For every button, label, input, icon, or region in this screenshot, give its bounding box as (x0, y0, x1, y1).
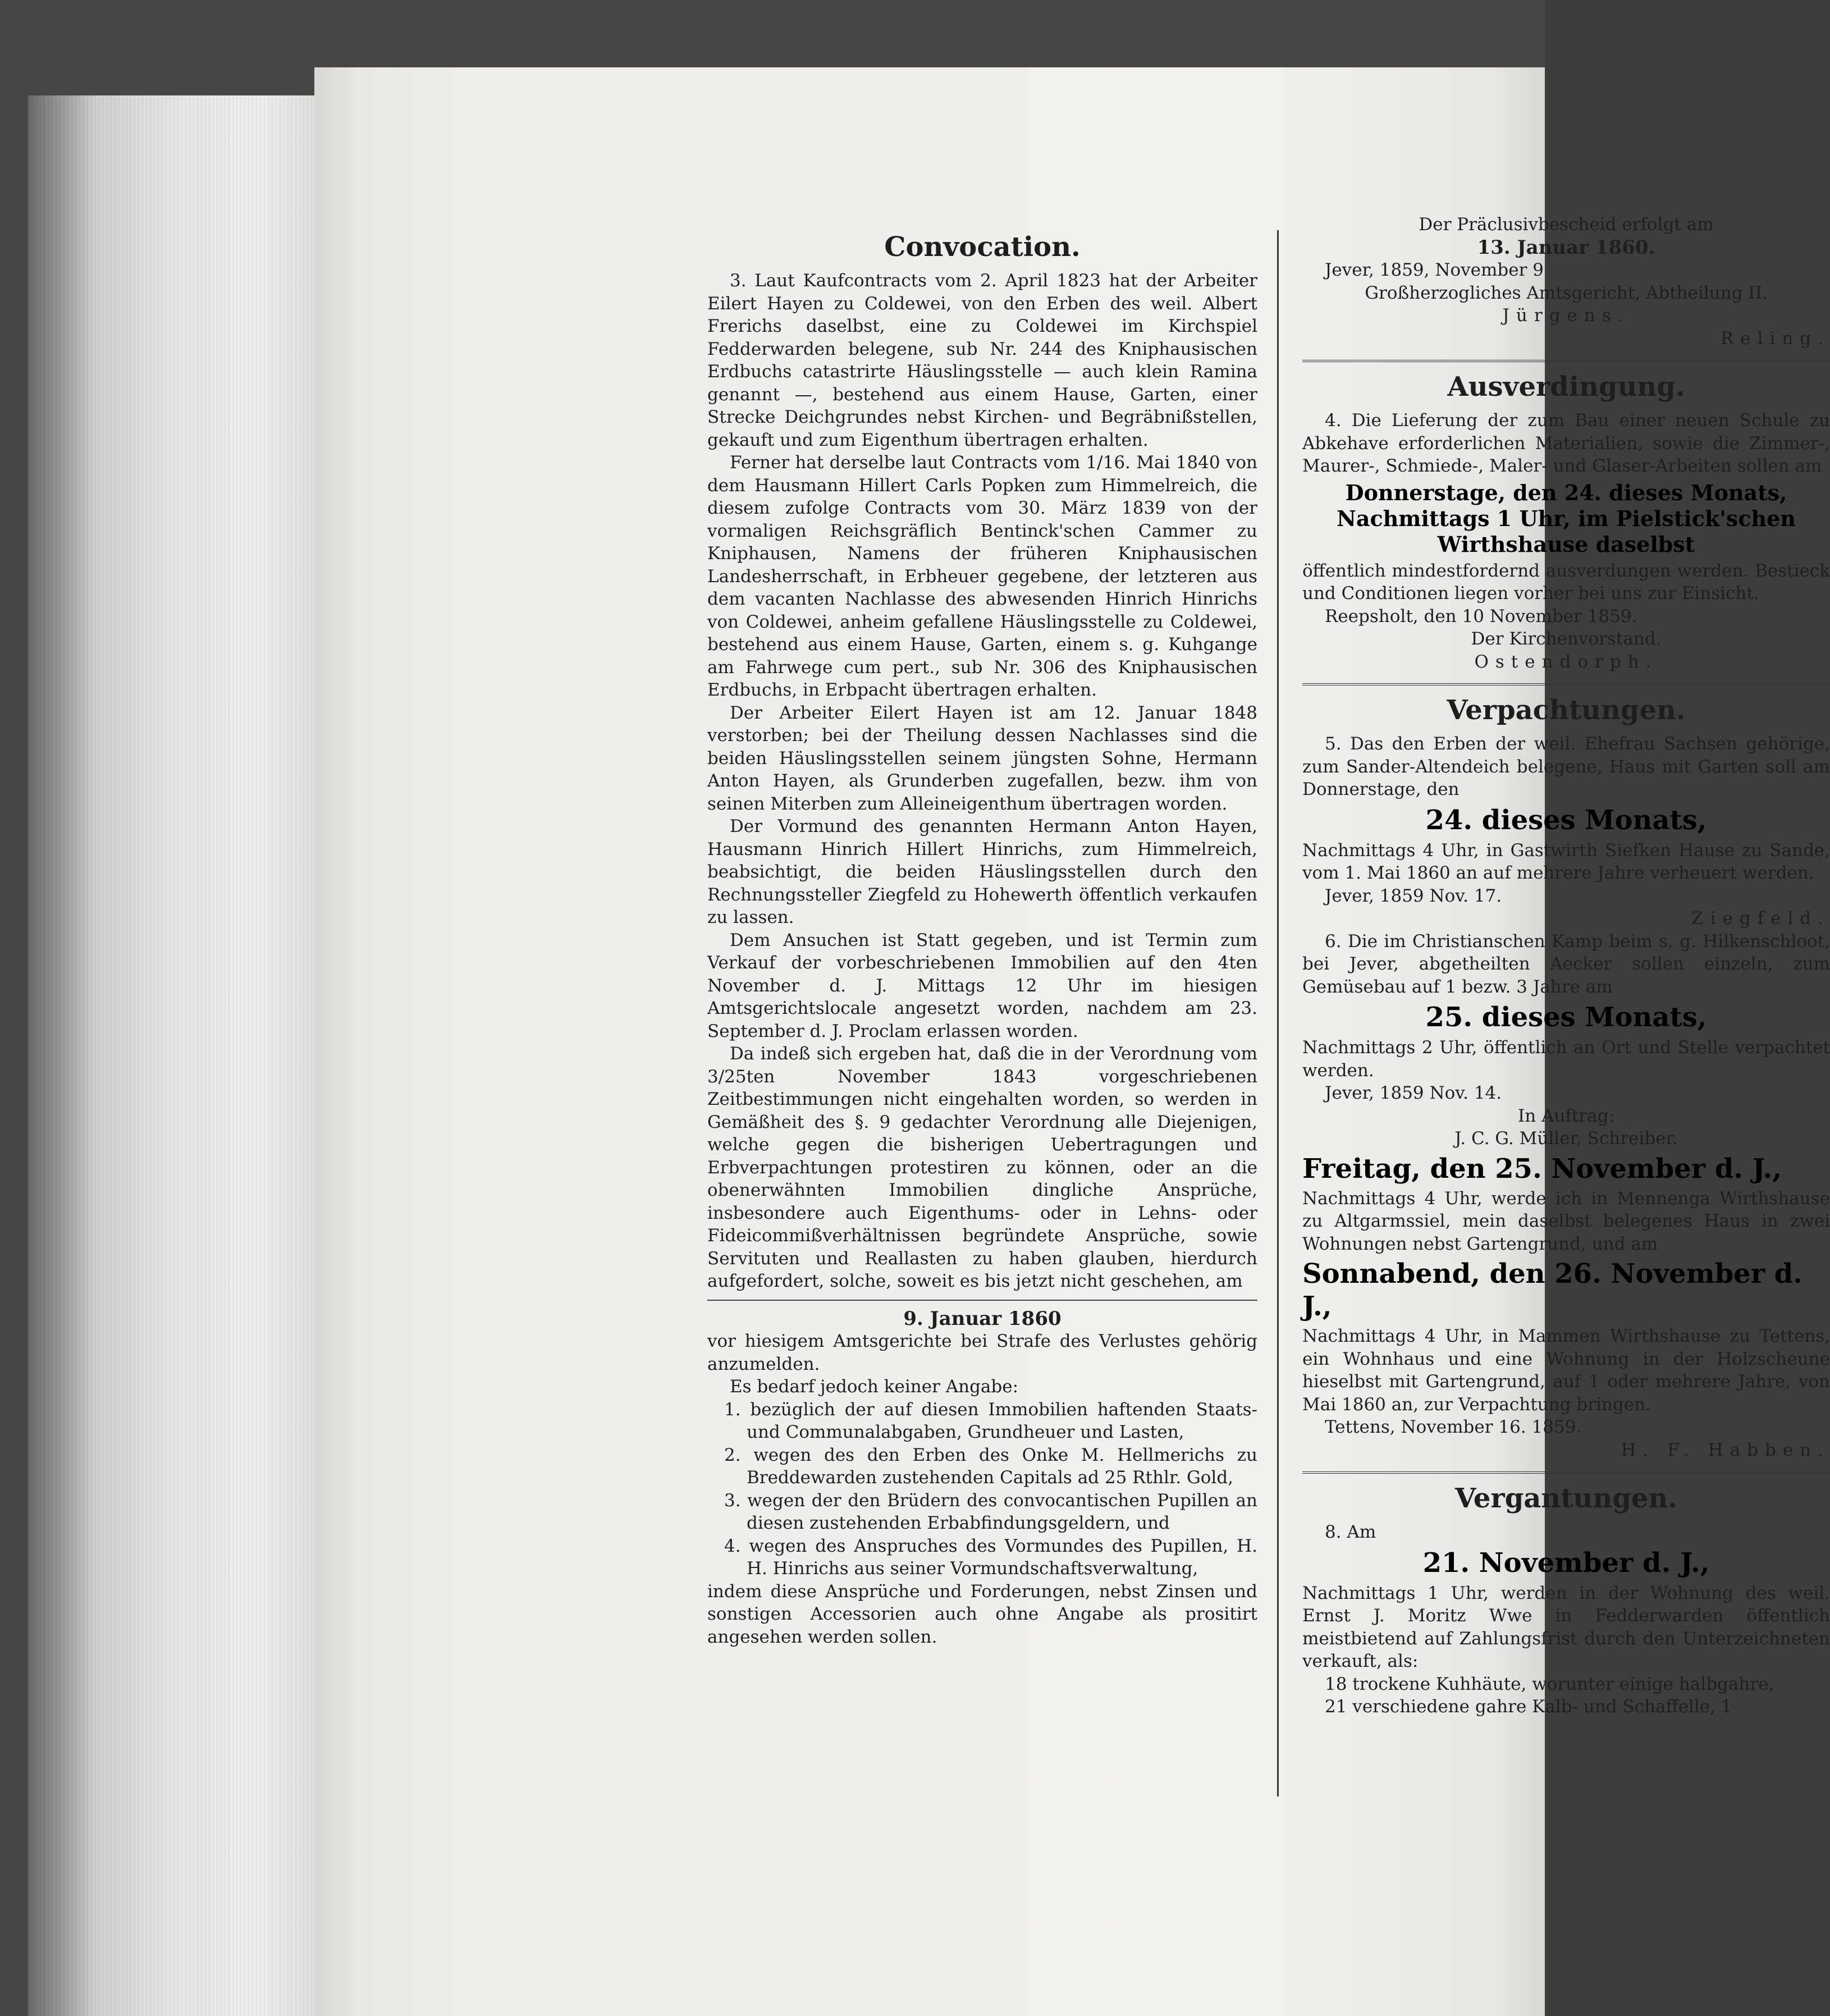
signature: Ziegfeld. (1691, 908, 1830, 929)
announcement-date: 25. dieses Monats, (1425, 1002, 1707, 1033)
paragraph: Nachmittags 4 Uhr, in Mammen Wirthshause zu Tettens, ein Wohnhaus und eine Wohnung in der Holzscheune hieselbst mit Gartengrund, auf 1 oder mehrere Jahre, von Mai 1860 an, zur Verpachtung bringen. (1302, 1326, 1830, 1415)
signature: Der Kirchenvorstand. (1471, 629, 1662, 649)
paragraph: 5. Das den Erben der weil. Ehefrau Sachsen gehörige, zum Sander-Altendeich belegene, Haus mit Garten soll am Donnerstage, den (1302, 734, 1830, 799)
paragraph: Nachmittags 4 Uhr, werde ich in Mennenga Wirthshause zu Altgarmssiel, mein daselbst belegenes Haus in zwei Wohnungen nebst Gartengrund, und am (1302, 1188, 1830, 1254)
preclusion-line: Der Präclusivbescheid erfolgt am (1419, 214, 1714, 235)
place-date: Tettens, November 16. 1859. (1325, 1417, 1582, 1437)
paragraph: Ferner hat derselbe laut Contracts vom 1/16. Mai 1840 von dem Hausmann Hillert Carls Popken zum Himmelreich, die diesem zufolge Contracts vom 30. März 1839 von der vormaligen Reichsgräflich Bentinck'schen Cammer zu Kniphausen, Namens der früheren Kniphausischen Landesherrschaft, in Erbheuer gegebene, der letzteren aus dem vacanten Nachlasse des abwesenden Hinrich Hinrichs von Coldewei, anheim gefallene Häuslingsstelle zu Coldewei, bestehend aus einem Hause, Garten, einem s. g. Kuhgange am Fahrwege cum pert., sub Nr. 306 des Kniphausischen Erdbuchs, in Erbpacht übertragen erhalten. (707, 452, 1257, 700)
announcement-date: Sonnabend, den 26. November d. J., (1302, 1258, 1802, 1322)
list-item: 2. wegen des den Erben des Onke M. Hellmerichs zu Breddewarden zustehenden Capitals ad 25 Rthlr. Gold, (724, 1444, 1257, 1488)
paragraph: vor hiesigem Amtsgerichte bei Strafe des Verlustes gehörig anzumelden. (707, 1331, 1257, 1374)
right-column (1302, 213, 1830, 1718)
announcement-date: 24. dieses Monats, (1425, 804, 1707, 836)
announcement-emphasis: Donnerstage, den 24. dieses Monats, Nachmittags 1 Uhr, im Pielstick'schen Wirthshause daselbst (1337, 479, 1796, 557)
paragraph: Nachmittags 1 Uhr, werden in der Wohnung des weil. Ernst J. Moritz Wwe in Fedderwarden öffentlich meistbietend auf Zahlungsfrist durch den Unterzeichneten verkauft, als: (1302, 1583, 1830, 1671)
signature: Jürgens. (1502, 305, 1630, 326)
place-date: Reepsholt, den 10 November 1859. (1325, 606, 1637, 627)
paragraph: öffentlich mindestfordernd ausverdungen werden. Bestieck und Conditionen liegen vorher bei uns zur Einsicht. (1302, 560, 1830, 604)
list-item: 4. wegen des Anspruches des Vormundes des Pupillen, H. H. Hinrichs aus seiner Vormundschaftsverwaltung, (724, 1535, 1257, 1579)
list-item: 18 trockene Kuhhäute, worunter einige halbgahre, (1325, 1674, 1774, 1694)
convocation-heading: Convocation. (884, 231, 1081, 263)
list-item: 21 verschiedene gahre Kalb- und Schaffelle, 1 (1325, 1697, 1732, 1717)
list-item: 3. wegen der den Brüdern des convocantischen Pupillen an diesen zustehenden Erbabfindungsgeldern, und (724, 1490, 1257, 1533)
paragraph: Dem Ansuchen ist Statt gegeben, und ist Termin zum Verkauf der vorbeschriebenen Immobilien auf den 4ten November d. J. Mittags 12 Uhr im hiesigen Amtsgerichtslocale angesetzt worden, nachdem am 23. September d. J. Proclam erlassen worden. (707, 930, 1257, 1041)
book-page-edges (28, 95, 342, 2016)
newspaper-page (314, 67, 1830, 2016)
signature: Reling. (1720, 328, 1830, 349)
section-heading: Ausverdingung. (1447, 371, 1685, 403)
signature: H. F. Habben. (1621, 1439, 1830, 1460)
paragraph: 3. Laut Kaufcontracts vom 2. April 1823 hat der Arbeiter Eilert Hayen zu Coldewei, von den Erben des weil. Albert Frerichs daselbst, eine zu Coldewei im Kirchspiel Fedderwarden belegene, sub Nr. 244 des Kniphausischen Erdbuchs catastrirte Häuslingsstelle — auch klein Ramina genannt —, bestehend aus einem Hause, Garten, einer Strecke Deichgrundes nebst Kirchen- und Begräbnißstellen, gekauft und zum Eigenthum übertragen erhalten. (707, 271, 1257, 450)
paragraph: Nachmittags 4 Uhr, in Gastwirth Siefken Hause zu Sande, vom 1. Mai 1860 an auf mehrere Jahre verheuert werden. (1302, 840, 1830, 883)
paragraph: indem diese Ansprüche und Forderungen, nebst Zinsen und sonstigen Accessorien auch ohne Angabe als prositirt angesehen werden sollen. (707, 1581, 1257, 1647)
paragraph: Der Arbeiter Eilert Hayen ist am 12. Januar 1848 verstorben; bei der Theilung dessen Nachlasses sind die beiden Häuslingsstellen seinem jüngsten Sohne, Hermann Anton Hayen, als Grunderben zugefallen, bezw. ihm von seinen Miterben zum Alleineigenthum übertragen worden. (707, 702, 1257, 814)
place-date: Jever, 1859, November 9 (1325, 260, 1544, 280)
place-date: Jever, 1859 Nov. 14. (1325, 1083, 1502, 1103)
court-name: Großherzogliches Amtsgericht, Abtheilung II. (1365, 282, 1768, 303)
section-rule (1302, 360, 1830, 362)
section-heading: Vergantungen. (1455, 1483, 1677, 1514)
announcement-date: 21. November d. J., (1422, 1547, 1710, 1579)
announcement-date: Freitag, den 25. November d. J., (1302, 1153, 1782, 1185)
section-rule (1302, 1471, 1830, 1474)
paragraph: 8. Am (1325, 1522, 1376, 1542)
paragraph: Nachmittags 2 Uhr, öffentlich an Ort und Stelle verpachtet werden. (1302, 1037, 1830, 1081)
term-date: 9. Januar 1860 (903, 1307, 1062, 1330)
signature: Ostendorph. (1474, 651, 1658, 672)
paragraph: 6. Die im Christianschen Kamp beim s. g. Hilkenschloot, bei Jever, abgetheilten Aecker sollen einzeln, zum Gemüsebau auf 1 bezw. 3 Jahre am (1302, 931, 1830, 997)
preclusion-date: 13. Januar 1860. (1477, 236, 1655, 259)
commission-line: In Auftrag: (1518, 1105, 1614, 1126)
section-heading: Verpachtungen. (1447, 694, 1686, 726)
paragraph: 4. Die Lieferung der zum Bau einer neuen Schule zu Abkehave erforderlichen Materialien, sowie die Zimmer-, Maurer-, Schmiede-, Maler- und Glaser-Arbeiten sollen am (1302, 410, 1830, 476)
rule (707, 1300, 1257, 1301)
paragraph: Da indeß sich ergeben hat, daß die in der Verordnung vom 3/25ten November 1843 vorgeschriebenen Zeitbestimmungen nicht eingehalten worden, so werden in Gemäßheit des §. 9 gedachter Verordnung alle Diejenigen, welche gegen die bisherigen Uebertragungen und Erbverpachtungen protestiren zu können, oder an die obenerwähnten Immobilien dingliche Ansprüche, insbesondere auch Eigenthums- oder in Lehns- oder Fideicommißverhältnissen begründete Ansprüche, sowie Servituten und Reallasten zu haben glauben, hierdurch aufgefordert, solche, soweit es bis jetzt nicht geschehen, am (707, 1044, 1257, 1291)
section-rule (1302, 683, 1830, 685)
list-item: 1. bezüglich der auf diesen Immobilien haftenden Staats- und Communalabgaben, Grundheuer und Lasten, (724, 1399, 1257, 1442)
place-date: Jever, 1859 Nov. 17. (1325, 885, 1502, 906)
column-divider (1277, 230, 1279, 1796)
paragraph: Es bedarf jedoch keiner Angabe: (730, 1377, 1019, 1397)
signature: J. C. G. Müller, Schreiber. (1454, 1128, 1678, 1149)
paragraph: Der Vormund des genannten Hermann Anton Hayen, Hausmann Hinrich Hillert Hinrichs, zum Himmelreich, beabsichtigt, die beiden Häuslingsstellen durch den Rechnungssteller Ziegfeld zu Hohewerth öffentlich verkaufen zu lassen. (707, 816, 1257, 927)
left-column (707, 225, 1257, 1648)
